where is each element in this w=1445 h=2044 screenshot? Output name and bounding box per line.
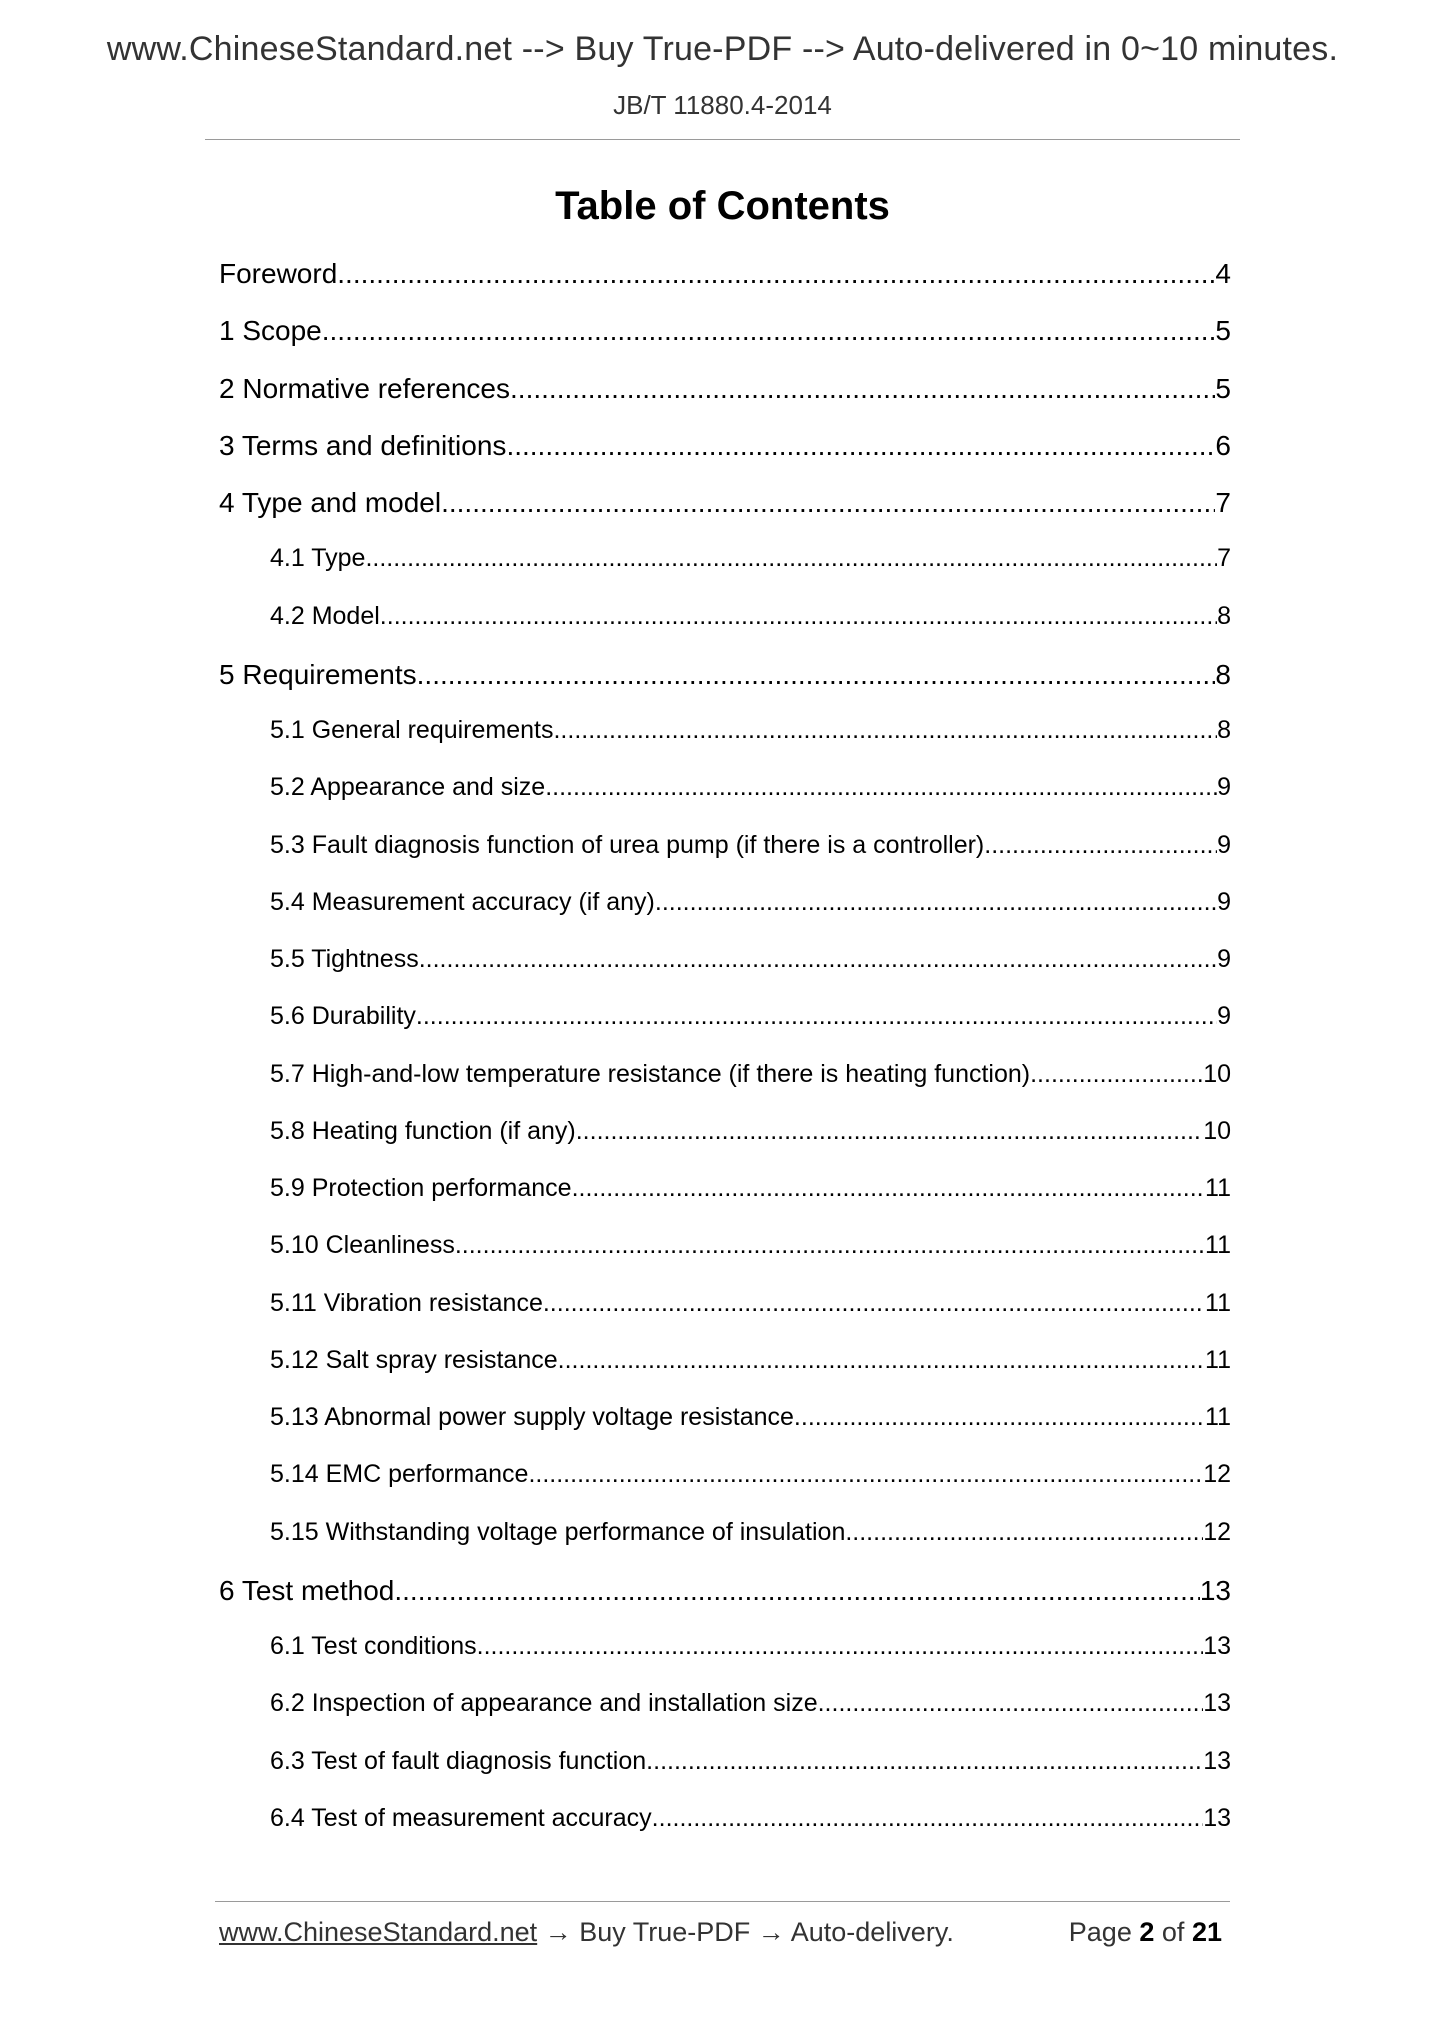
toc-dot-leader	[455, 1231, 1205, 1260]
toc-entry[interactable]	[270, 773, 1231, 802]
toc-entry-title: 5.3 Fault diagnosis function of urea pump (if there is a controller)	[270, 830, 985, 859]
toc-dot-leader	[646, 1747, 1203, 1776]
toc-entry-page: 13	[1203, 1803, 1231, 1832]
toc-entry[interactable]	[270, 602, 1231, 631]
toc-entry-page: 13	[1199, 1574, 1231, 1606]
toc-dot-leader	[416, 1002, 1217, 1031]
page-total: 21	[1191, 1917, 1222, 1947]
toc-entry-title: 5.2 Appearance and size	[270, 773, 546, 802]
toc-entry-page: 8	[1217, 716, 1231, 744]
footer-promo-text: → Buy True-PDF → Auto-delivery.	[537, 1917, 954, 1947]
toc-entry-title: 1 Scope	[219, 315, 322, 347]
toc-entry-title: 5.13 Abnormal power supply voltage resistance	[270, 1403, 794, 1431]
toc-entry-page: 13	[1203, 1746, 1231, 1775]
toc-entry-title: 4.1 Type	[270, 544, 366, 573]
page-label: Page	[1068, 1917, 1132, 1947]
toc-entry-title: 6.4 Test of measurement accuracy	[270, 1803, 652, 1832]
toc-entry-title: 5.7 High-and-low temperature resistance (if there is heating function)	[270, 1059, 1031, 1088]
toc-entry-page: 10	[1203, 1116, 1231, 1145]
toc-entry[interactable]	[270, 1632, 1231, 1661]
toc-entry-title: 5.15 Withstanding voltage performance of insulation	[270, 1517, 846, 1546]
toc-entry-page: 9	[1217, 1002, 1231, 1031]
toc-entry[interactable]	[270, 1460, 1231, 1489]
toc-entry[interactable]	[270, 888, 1231, 917]
toc-dot-leader	[845, 1518, 1203, 1547]
toc-entry[interactable]	[270, 1117, 1231, 1146]
document-code: JB/T 11880.4-2014	[613, 90, 832, 120]
toc-entry-title: Foreword	[219, 258, 338, 289]
footer-divider	[215, 1901, 1230, 1902]
toc-entry-title: 5.14 EMC performance	[270, 1460, 529, 1489]
toc-entry[interactable]	[270, 945, 1231, 974]
toc-dot-leader	[322, 315, 1216, 347]
site-banner: www.ChineseStandard.net --> Buy True-PDF --> Auto-delivered in 0~10 minutes.	[106, 30, 1339, 68]
toc-entry[interactable]	[270, 1518, 1231, 1547]
page-of-label: of	[1161, 1917, 1185, 1947]
toc-dot-leader	[655, 888, 1217, 917]
toc-entry[interactable]	[270, 831, 1231, 860]
header-divider	[205, 139, 1240, 140]
toc-dot-leader	[477, 1632, 1204, 1661]
toc-entry-title: 5.12 Salt spray resistance	[270, 1345, 558, 1374]
toc-entry[interactable]	[270, 1346, 1231, 1375]
toc-entry-title: 6 Test method	[219, 1574, 395, 1606]
toc-dot-leader	[543, 1289, 1205, 1318]
toc-entry-page: 11	[1205, 1174, 1231, 1202]
toc-entry-title: 5.11 Vibration resistance	[270, 1288, 543, 1317]
toc-entry[interactable]	[270, 1804, 1231, 1833]
toc-entry-page: 8	[1217, 601, 1231, 630]
toc-entry[interactable]	[219, 659, 1231, 691]
toc-entry[interactable]	[219, 487, 1231, 519]
toc-entry-title: 5 Requirements	[219, 658, 417, 690]
toc-entry-title: 6.1 Test conditions	[270, 1632, 477, 1660]
toc-entry-title: 5.1 General requirements	[270, 716, 554, 744]
toc-dot-leader	[818, 1689, 1204, 1718]
toc-entry-page: 9	[1217, 830, 1231, 859]
toc-entry[interactable]	[270, 1289, 1231, 1318]
toc-dot-leader	[576, 1117, 1203, 1146]
toc-dot-leader	[572, 1174, 1205, 1203]
toc-entry[interactable]	[219, 1575, 1231, 1607]
toc-entry-page: 7	[1215, 487, 1231, 518]
toc-entry-title: 5.4 Measurement accuracy (if any)	[270, 887, 655, 916]
toc-entry[interactable]	[219, 430, 1231, 462]
toc-entry-page: 10	[1203, 1059, 1231, 1088]
toc-entry-page: 11	[1205, 1288, 1231, 1317]
toc-entry[interactable]	[270, 716, 1231, 745]
toc-entry[interactable]	[219, 258, 1231, 290]
toc-dot-leader	[558, 1346, 1205, 1375]
toc-entry-page: 9	[1217, 887, 1231, 916]
toc-dot-leader	[510, 373, 1215, 405]
toc-dot-leader	[1030, 1060, 1203, 1089]
toc-dot-leader	[441, 487, 1215, 519]
toc-entry-title: 6.2 Inspection of appearance and installation size	[270, 1689, 818, 1718]
toc-entry-title: 2 Normative references	[219, 372, 511, 404]
toc-entry-page: 5	[1215, 315, 1231, 347]
toc-dot-leader	[984, 831, 1217, 860]
toc-entry-page: 11	[1205, 1231, 1231, 1260]
toc-entry[interactable]	[270, 1403, 1231, 1432]
toc-entry[interactable]	[270, 1174, 1231, 1203]
toc-dot-leader	[380, 602, 1217, 631]
toc-entry[interactable]	[270, 1747, 1231, 1776]
toc-entry-title: 3 Terms and definitions	[219, 429, 507, 461]
toc-entry-title: 5.6 Durability	[270, 1002, 416, 1031]
footer-promo	[219, 1917, 954, 1948]
toc-dot-leader	[337, 258, 1215, 290]
toc-dot-leader	[417, 659, 1216, 691]
toc-dot-leader	[419, 945, 1217, 974]
toc-entry-page: 9	[1217, 945, 1231, 973]
toc-entry[interactable]	[219, 373, 1231, 405]
toc-entry[interactable]	[270, 1002, 1231, 1031]
toc-dot-leader	[652, 1804, 1204, 1833]
toc-entry-page: 6	[1215, 429, 1231, 461]
toc-dot-leader	[794, 1403, 1205, 1432]
toc-entry-title: 4 Type and model	[219, 487, 442, 518]
toc-entry-page: 12	[1203, 1517, 1231, 1546]
toc-entry-title: 5.10 Cleanliness	[270, 1231, 455, 1260]
toc-entry-title: 6.3 Test of fault diagnosis function	[270, 1746, 647, 1775]
page-current: 2	[1139, 1917, 1155, 1947]
toc-entry-page: 11	[1205, 1403, 1231, 1431]
page-indicator	[1069, 1917, 1222, 1948]
toc-entry-page: 12	[1203, 1460, 1231, 1489]
toc-entry-page: 4	[1215, 258, 1231, 289]
toc-entry-title: 5.5 Tightness	[270, 945, 419, 973]
toc-dot-leader	[394, 1575, 1199, 1607]
toc-entry-page: 13	[1203, 1689, 1231, 1718]
toc-entry-title: 4.2 Model	[270, 601, 380, 630]
toc-entry-page: 7	[1217, 544, 1231, 573]
toc-dot-leader	[553, 716, 1217, 745]
toc-dot-leader	[506, 430, 1215, 462]
toc-dot-leader	[545, 773, 1217, 802]
toc-entry-title: 5.9 Protection performance	[270, 1174, 572, 1202]
toc-dot-leader	[365, 544, 1217, 573]
toc-title: Table of Contents	[555, 184, 890, 228]
toc-entry[interactable]	[270, 1231, 1231, 1260]
toc-entry[interactable]	[270, 1689, 1231, 1718]
toc-entry-page: 5	[1215, 372, 1231, 404]
toc-dot-leader	[528, 1460, 1203, 1489]
toc-entry-page: 8	[1215, 658, 1231, 690]
toc-entry-page: 9	[1217, 773, 1231, 802]
toc-entry-page: 11	[1205, 1345, 1231, 1374]
toc-entry[interactable]	[219, 315, 1231, 347]
toc-entry[interactable]	[270, 1060, 1231, 1089]
toc-entry-page: 13	[1203, 1632, 1231, 1660]
footer-site-link[interactable]: www.ChineseStandard.net	[219, 1917, 538, 1947]
toc-entry[interactable]	[270, 544, 1231, 573]
toc-entry-title: 5.8 Heating function (if any)	[270, 1116, 576, 1145]
